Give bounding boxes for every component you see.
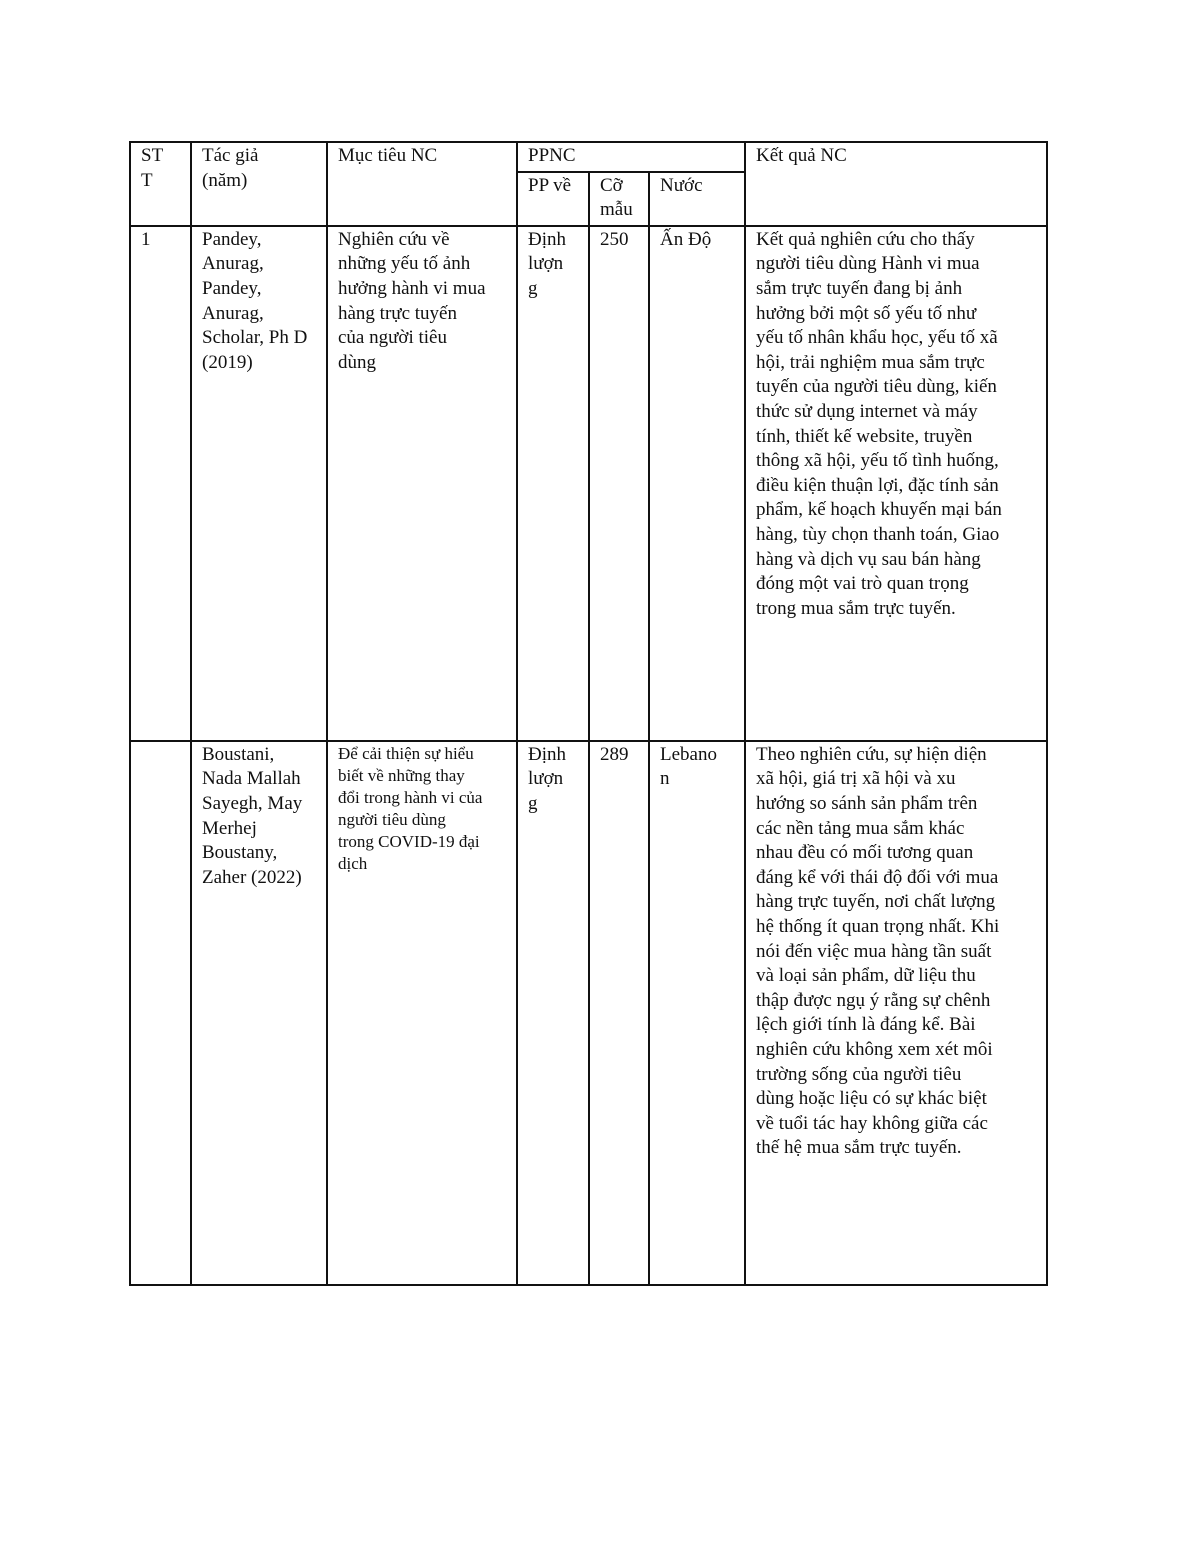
cell-result: Theo nghiên cứu, sự hiện diện xã hội, giá trị xã hội và xu hướng so sánh sản phẩm trên các nền tảng mua sắm khác nhau đều có mối tương quan đáng kể với thái độ đối với mua hàng trực tuyến, nơi chất lượng hệ thống ít quan trọng nhất. Khi nói đến việc mua hàng tần suất và loại sản phẩm, dữ liệu thu thập được ngụ ý rằng sự chênh lệch giới tính là đáng kể. Bài nghiên cứu không xem xét môi trường sống của người tiêu dùng hoặc liệu có sự khác biệt về tuổi tác hay không giữa các thế hệ mua sắm trực tuyến. [745,741,1047,1285]
cell-pp: Định lượn g [517,226,589,741]
cell-pp: Định lượn g [517,741,589,1285]
cell-sample: 250 [589,226,649,741]
cell-goal: Nghiên cứu về những yếu tố ảnh hưởng hành vi mua hàng trực tuyến của người tiêu dùng [327,226,517,741]
cell-stt [130,741,191,1285]
cell-goal: Để cải thiện sự hiểu biết về những thay đổi trong hành vi của người tiêu dùng trong COVID-19 đại dịch [327,741,517,1285]
literature-review-table [129,141,1048,1286]
header-ppnc: PPNC [517,142,745,172]
table-row [130,741,1047,1285]
header-stt: ST T [130,142,191,226]
header-pp: PP về [517,172,589,226]
header-country: Nước [649,172,745,226]
header-author: Tác giả (năm) [191,142,327,226]
table-row [130,226,1047,741]
cell-author: Boustani, Nada Mallah Sayegh, May Merhej Boustany, Zaher (2022) [191,741,327,1285]
cell-country: Lebano n [649,741,745,1285]
cell-stt: 1 [130,226,191,741]
table-header-row [130,142,1047,172]
cell-author: Pandey, Anurag, Pandey, Anurag, Scholar, Ph D (2019) [191,226,327,741]
header-result: Kết quả NC [745,142,1047,226]
cell-country: Ấn Độ [649,226,745,741]
header-goal: Mục tiêu NC [327,142,517,226]
cell-result: Kết quả nghiên cứu cho thấy người tiêu dùng Hành vi mua sắm trực tuyến đang bị ảnh hưởng bởi một số yếu tố như yếu tố nhân khẩu học, yếu tố xã hội, trải nghiệm mua sắm trực tuyến của người tiêu dùng, kiến thức sử dụng internet và máy tính, thiết kế website, truyền thông xã hội, yếu tố tình huống, điều kiện thuận lợi, đặc tính sản phẩm, kế hoạch khuyến mại bán hàng, tùy chọn thanh toán, Giao hàng và dịch vụ sau bán hàng đóng một vai trò quan trọng trong mua sắm trực tuyến. [745,226,1047,741]
cell-sample: 289 [589,741,649,1285]
header-sample: Cỡ mẫu [589,172,649,226]
